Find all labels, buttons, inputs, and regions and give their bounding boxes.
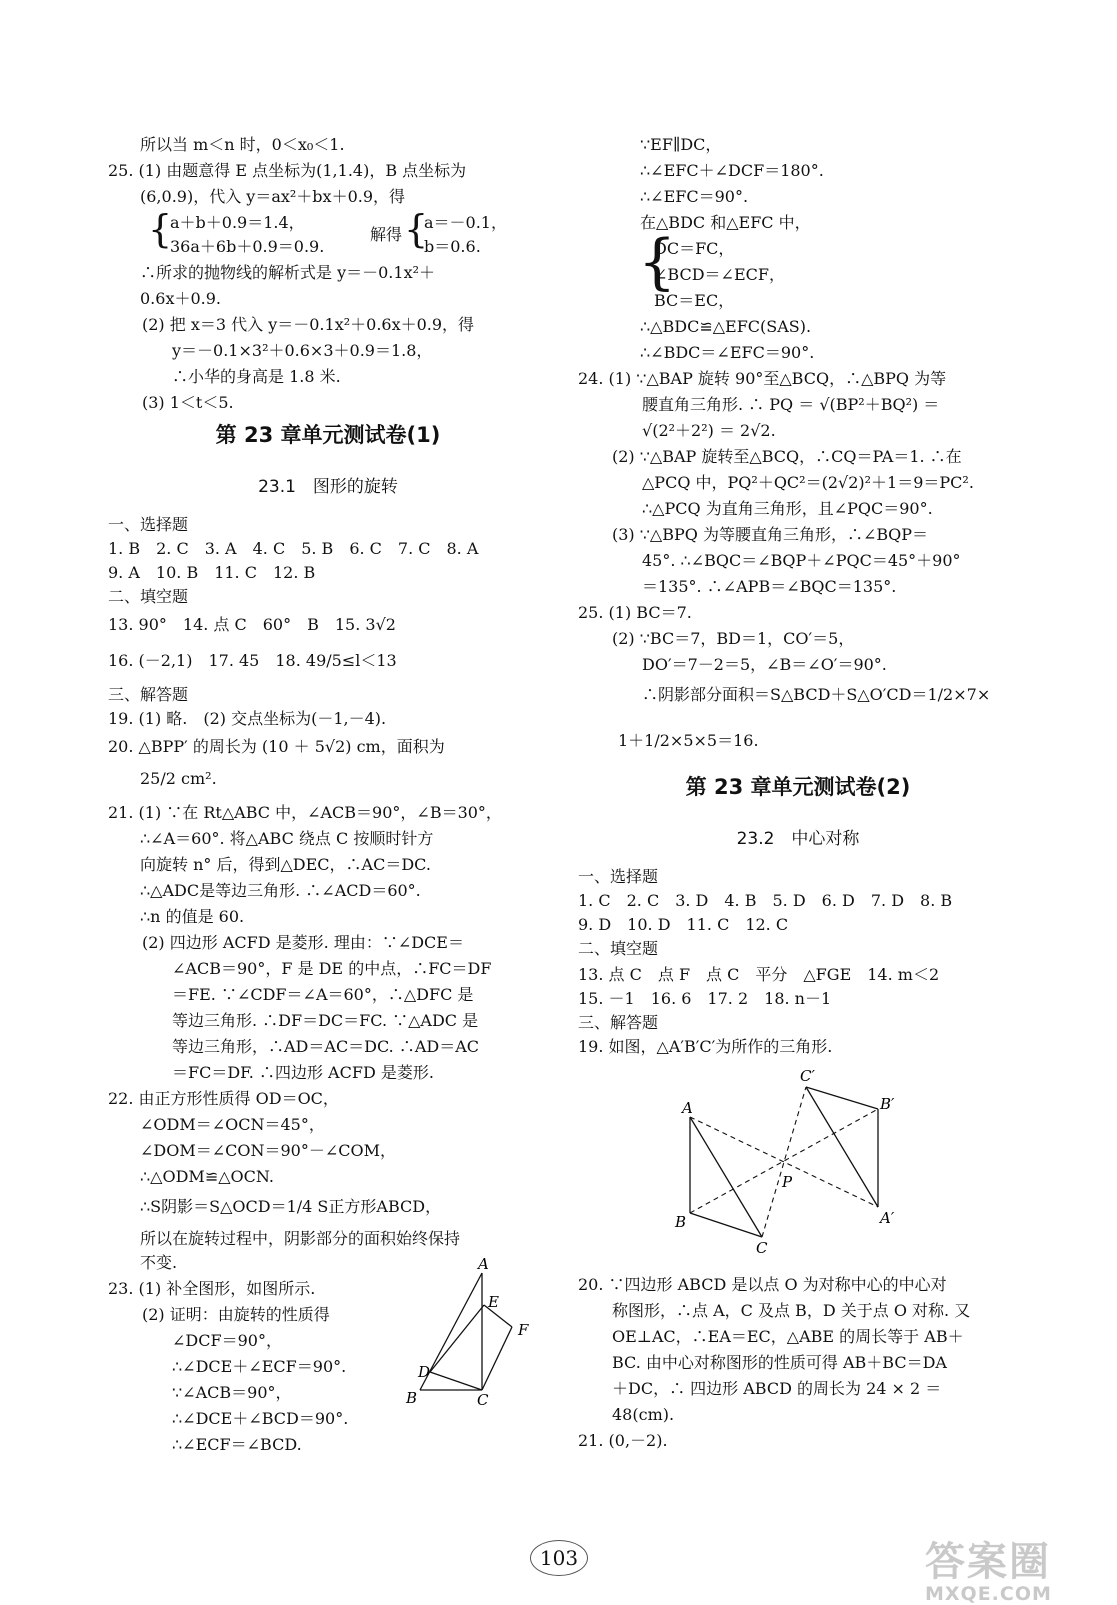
text-line: 16. (－2,1) 17. 45 18. 49/5≤l＜13: [108, 651, 397, 670]
text-line: 48(cm).: [612, 1405, 675, 1424]
text-line: 20. △BPP′ 的周长为 (10 ＋ 5√2) cm，面积为: [108, 737, 445, 756]
text-line: ∠ACB＝90°，F 是 DE 的中点，∴FC＝DF: [172, 959, 492, 978]
label-D: D: [418, 1363, 431, 1381]
text-line: 45°. ∴∠BQC＝∠BQP＋∠PQC＝45°＋90°: [642, 551, 961, 570]
text-line: ∴n 的值是 60.: [140, 907, 245, 926]
text-line: (3) ∵△BPQ 为等腰直角三角形，∴∠BQP＝: [612, 525, 929, 544]
text-line: 25. (1) 由题意得 E 点坐标为(1,1.4)，B 点坐标为: [108, 161, 467, 180]
text-line: ∴S阴影＝S△OCD＝1/4 S正方形ABCD，: [140, 1197, 442, 1216]
line-AC: [690, 1117, 762, 1237]
text-line: 1. C 2. C 3. D 4. B 5. D 6. D 7. D 8. B: [578, 891, 953, 910]
text-line: (2) 四边形 ACFD 是菱形. 理由：∵∠DCE＝: [142, 933, 464, 952]
text-line: ∴△BDC≌△EFC(SAS).: [640, 317, 812, 336]
text-line: ∴所求的抛物线的解析式是 y＝－0.1x²＋: [140, 263, 436, 282]
watermark-url: MXQE.COM: [925, 1583, 1052, 1605]
text-line: ∴∠EFC＋∠DCF＝180°.: [640, 161, 824, 180]
text-line: 向旋转 n° 后，得到△DEC，∴AC＝DC.: [140, 855, 431, 874]
line-FC: [482, 1327, 512, 1390]
text-line: ∴△ODM≌△OCN.: [140, 1167, 274, 1186]
left-brace: {: [638, 227, 677, 297]
text-line: 9. D 10. D 11. C 12. C: [578, 915, 789, 934]
text-line: (3) 1＜t＜5.: [142, 393, 234, 412]
text-line: (2) 证明：由旋转的性质得: [142, 1305, 330, 1324]
text-line: (2) ∵BC＝7，BD＝1，CO′＝5，: [612, 629, 855, 648]
text-line: 13. 90° 14. 点 C 60° B 15. 3√2: [108, 615, 396, 634]
text-line: 19. (1) 略. (2) 交点坐标为(－1,－4).: [108, 709, 387, 728]
text-line: 在△BDC 和△EFC 中，: [640, 213, 811, 232]
line-DC: [430, 1372, 482, 1390]
text-line: 21. (1) ∵在 Rt△ABC 中，∠ACB＝90°，∠B＝30°，: [108, 803, 502, 822]
text-line: ∴阴影部分面积＝S△BCD＋S△O′CD＝1/2×7×: [642, 685, 991, 704]
text-line: BC＝EC，: [654, 291, 735, 310]
text-line: 不变.: [140, 1253, 178, 1272]
text-line: 所以当 m＜n 时，0＜x₀＜1.: [140, 135, 345, 154]
watermark: [925, 1530, 1052, 1605]
watermark-logo-text: 答案圈: [925, 1539, 1051, 1585]
label-B: B: [406, 1389, 418, 1405]
page-number: 103: [530, 1540, 588, 1576]
text-line: √(2²＋2²) ＝ 2√2.: [642, 421, 776, 440]
label-C: C: [477, 1391, 489, 1405]
left-brace: {: [148, 207, 173, 251]
text-line: ∴∠A＝60°. 将△ABC 绕点 C 按顺时针方: [140, 829, 434, 848]
chapter-title: 第 23 章单元测试卷(1): [215, 423, 441, 447]
figure-q19: [672, 1065, 912, 1255]
text-line: 22. 由正方形性质得 OD＝OC，: [108, 1089, 339, 1108]
text-line: ∠BCD＝∠ECF，: [654, 265, 785, 284]
text-line: ∠ODM＝∠OCN＝45°，: [140, 1115, 325, 1134]
text-line: 13. 点 C 点 F 点 C 平分 △FGE 14. m＜2: [578, 965, 940, 984]
text-line: 二、填空题: [108, 587, 189, 606]
text-line: b＝0.6.: [424, 237, 481, 256]
line-DE: [430, 1305, 484, 1372]
text-line: 等边三角形. ∴DF＝DC＝FC. ∵△ADC 是: [172, 1011, 479, 1030]
text-line: ＝135°. ∴∠APB＝∠BQC＝135°.: [642, 577, 897, 596]
text-line: OE⊥AC，∴EA＝EC，△ABE 的周长等于 AB＋: [612, 1327, 964, 1346]
text-line: (2) 把 x＝3 代入 y＝－0.1x²＋0.6x＋0.9，得: [142, 315, 475, 334]
text-line: (2) ∵△BAP 旋转至△BCQ，∴CQ＝PA＝1. ∴在: [612, 447, 962, 466]
text-line: 19. 如图，△A′B′C′为所作的三角形.: [578, 1037, 833, 1056]
text-line: 21. (0,－2).: [578, 1431, 668, 1450]
label-P: P: [782, 1173, 793, 1191]
text-line: DO′＝7－2＝5，∠B＝∠O′＝90°.: [642, 655, 887, 674]
figure-q23: [400, 1255, 540, 1405]
line-BC: [690, 1213, 762, 1237]
chapter-title: 第 23 章单元测试卷(2): [685, 775, 911, 799]
text-line: 一、选择题: [578, 867, 659, 886]
label-B-prime: B′: [880, 1095, 895, 1113]
text-line: ∴∠EFC＝90°.: [640, 187, 749, 206]
text-line: 三、解答题: [578, 1013, 659, 1032]
text-line: 称图形，∴点 A，C 及点 B，D 关于点 O 对称. 又: [612, 1301, 971, 1320]
text-line: ∴∠DCE＋∠ECF＝90°.: [172, 1357, 347, 1376]
text-line: 腰直角三角形. ∴ PQ ＝ √(BP²＋BQ²) ＝: [642, 395, 940, 414]
label-A-prime: A′: [880, 1209, 895, 1227]
text-line: a＝－0.1，: [424, 213, 507, 232]
text-line: ＝FE. ∵∠CDF＝∠A＝60°，∴△DFC 是: [172, 985, 474, 1004]
text-line: 23. (1) 补全图形，如图所示.: [108, 1279, 316, 1298]
label-B: B: [675, 1213, 687, 1231]
text-line: 25. (1) BC＝7.: [578, 603, 692, 622]
text-line: ∴∠ECF＝∠BCD.: [172, 1435, 302, 1454]
text-line: ∵EF∥DC，: [640, 135, 722, 154]
text-line: 1＋1/2×5×5＝16.: [618, 731, 759, 750]
text-line: y＝－0.1×3²＋0.6×3＋0.9＝1.8，: [172, 341, 433, 360]
text-line: △PCQ 中，PQ²＋QC²＝(2√2)²＋1＝9＝PC².: [642, 473, 974, 492]
text-line: (6,0.9)，代入 y＝ax²＋bx＋0.9，得: [140, 187, 406, 206]
text-line: ∠DOM＝∠CON＝90°－∠COM，: [140, 1141, 397, 1160]
text-line: 25/2 cm².: [140, 769, 217, 788]
label-C-prime: C′: [800, 1067, 815, 1085]
text-line: ＝FC＝DF. ∴四边形 ACFD 是菱形.: [172, 1063, 434, 1082]
text-line: 1. B 2. C 3. A 4. C 5. B 6. C 7. C 8. A: [108, 539, 479, 558]
text-line: 一、选择题: [108, 515, 189, 534]
text-line: 等边三角形，∴AD＝AC＝DC. ∴AD＝AC: [172, 1037, 480, 1056]
text-line: 9. A 10. B 11. C 12. B: [108, 563, 316, 582]
label-F: F: [518, 1321, 529, 1339]
text-line: 解得: [370, 225, 403, 244]
text-line: 20. ∵四边形 ABCD 是以点 O 为对称中心的中心对: [578, 1275, 947, 1294]
text-line: 三、解答题: [108, 685, 189, 704]
text-line: ∴小华的身高是 1.8 米.: [172, 367, 341, 386]
text-line: 0.6x＋0.9.: [140, 289, 222, 308]
dash-CC1: [762, 1087, 806, 1237]
text-line: 36a＋6b＋0.9＝0.9.: [170, 237, 325, 256]
label-E: E: [488, 1293, 499, 1311]
section-title: 23.2 中心对称: [736, 829, 860, 849]
text-line: ∴∠DCE＋∠BCD＝90°.: [172, 1409, 349, 1428]
text-line: ∴∠BDC＝∠EFC＝90°.: [640, 343, 815, 362]
line-C1A1: [806, 1087, 878, 1207]
text-line: ＋DC，∴ 四边形 ABCD 的周长为 24 × 2 ＝: [612, 1379, 942, 1398]
text-line: ∴△ADC是等边三角形. ∴∠ACD＝60°.: [140, 881, 421, 900]
section-title: 23.1 图形的旋转: [258, 477, 398, 497]
left-brace: {: [404, 207, 429, 251]
text-line: 15. －1 16. 6 17. 2 18. n－1: [578, 989, 832, 1008]
text-line: ∵∠ACB＝90°，: [172, 1383, 292, 1402]
label-A: A: [478, 1255, 489, 1273]
label-C: C: [756, 1239, 768, 1255]
label-A: A: [682, 1099, 693, 1117]
text-line: 二、填空题: [578, 939, 659, 958]
text-line: a＋b＋0.9＝1.4，: [170, 213, 305, 232]
dash-AA1: [690, 1117, 878, 1207]
text-line: BC. 由中心对称图形的性质可得 AB＋BC＝DA: [612, 1353, 947, 1372]
text-line: 所以在旋转过程中，阴影部分的面积始终保持: [140, 1229, 461, 1248]
text-line: DC＝FC，: [654, 239, 735, 258]
text-line: ∴△PCQ 为直角三角形，且∠PQC＝90°.: [642, 499, 933, 518]
text-line: ∠DCF＝90°，: [172, 1331, 282, 1350]
text-line: 24. (1) ∵△BAP 旋转 90°至△BCQ，∴△BPQ 为等: [578, 369, 947, 388]
